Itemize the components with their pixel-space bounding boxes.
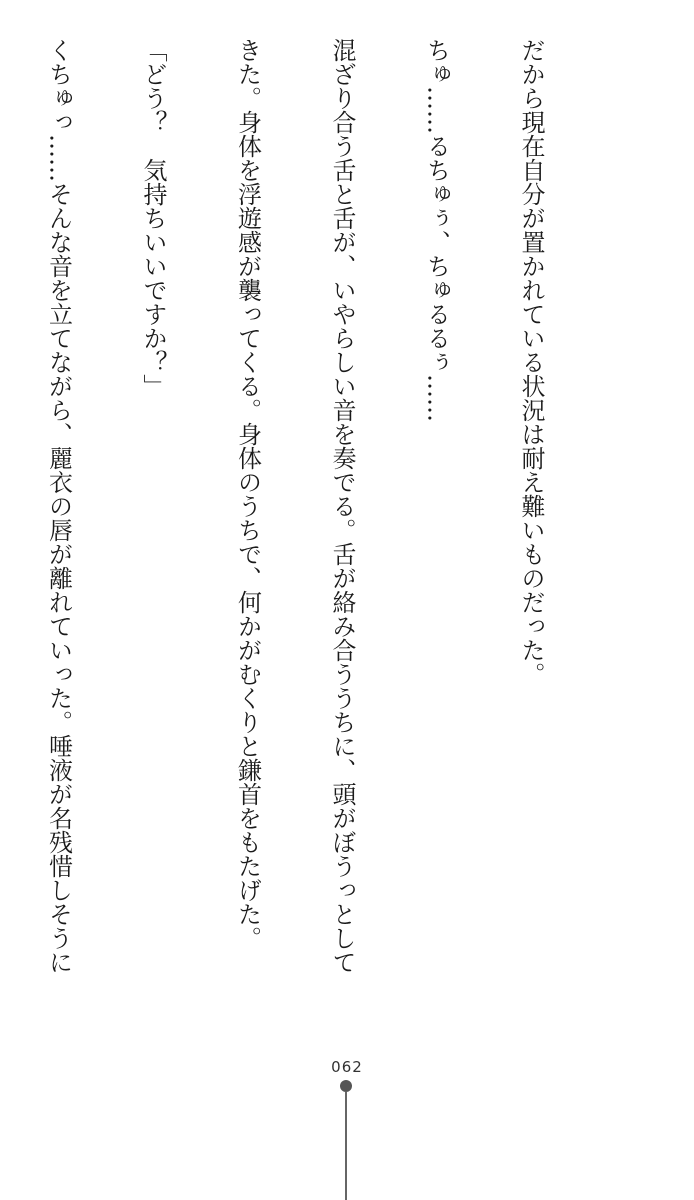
text-line: 「どう？ 気持ちいいですか？」 — [139, 38, 167, 398]
text-line: 混ざり合う舌と舌が、いやらしい音を奏でる。舌が絡み合ううちに、頭がぼうっとして — [328, 38, 356, 974]
page-marker-line — [345, 1092, 347, 1200]
page-marker-dot — [340, 1080, 352, 1092]
page-number: 062 — [331, 1058, 363, 1076]
text-line: だから現在自分が置かれている状況は耐え難いものだった。 — [517, 38, 545, 686]
text-line: きた。身体を浮遊感が襲ってくる。身体のうちで、何かがむくりと鎌首をもたげた。 — [233, 38, 262, 950]
text-line: くちゅっ……そんな音を立てながら、麗衣の唇が離れていった。唾液が名残惜しそうに — [44, 38, 73, 974]
text-line: ちゅ……るちゅぅ、ちゅるるぅ…… — [422, 38, 451, 422]
vertical-body-text — [0, 38, 609, 978]
